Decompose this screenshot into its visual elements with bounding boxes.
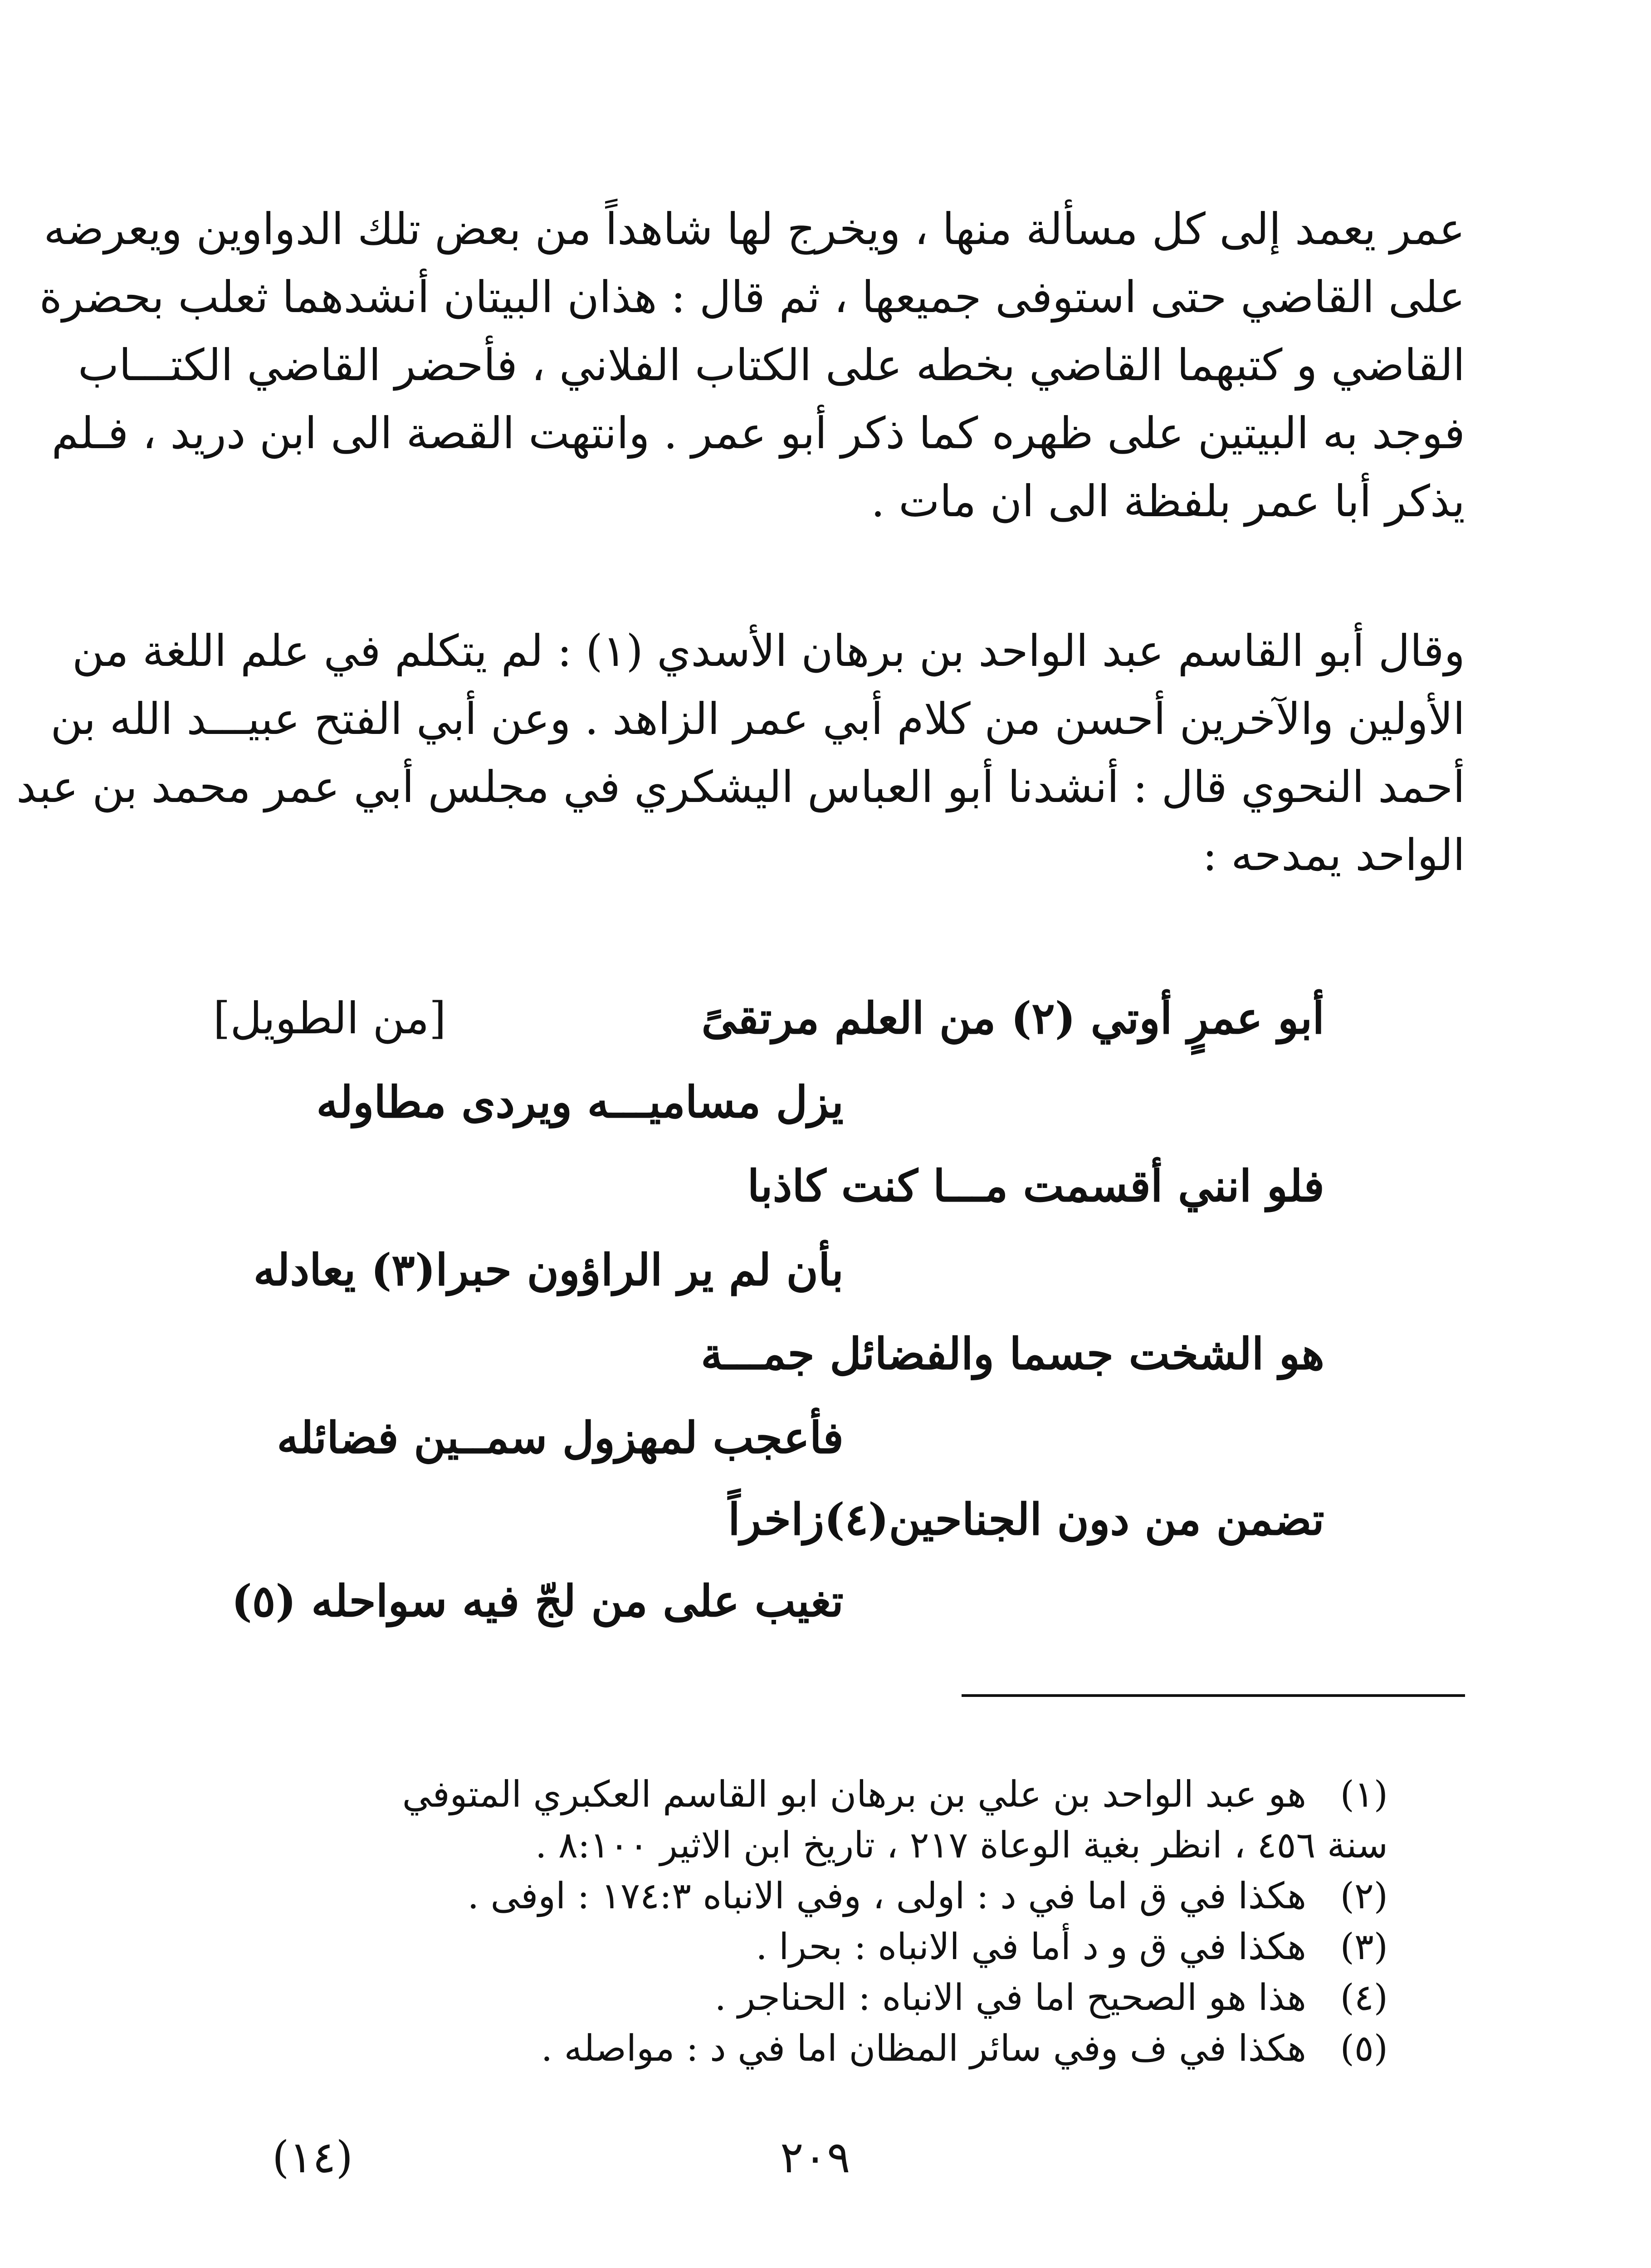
footnote-continuation: سنة ٤٥٦ ، انظر بغية الوعاة ٢١٧ ، تاريخ ابن الاثير ٨:١٠٠ . (535, 1824, 1388, 1866)
paragraph-line: القاضي و كتبهما القاضي بخطه على الكتاب الفلاني ، فأحضر القاضي الكتـــاب (78, 340, 1465, 391)
paragraph-1 (39, 195, 1465, 535)
footnote-text: هذا هو الصحيح اما في الانباه : الحناجر . (714, 1976, 1306, 2019)
poem-verse: أبو عمرٍ أوتي (٢) من العلم مرتقىً (701, 992, 1324, 1044)
poem-verse: يزل مساميـــه ويردى مطاوله (316, 1076, 844, 1128)
footnote (200, 1871, 1388, 1921)
poem-verse: تغيب على من لجّ فيه سواحله (٥) (231, 1575, 844, 1627)
page-number: ٢٠٩ (780, 2132, 850, 2183)
poem-verse: فلو انني أقسمت مـــا كنت كاذبا (747, 1160, 1324, 1212)
footnote (200, 2023, 1388, 2074)
footnote-text: هو عبد الواحد بن علي بن برهان ابو القاسم العكبري المتوفي (402, 1773, 1306, 1815)
paragraph-line: فوجد به البيتين على ظهره كما ذكر أبو عمر . وانتهت القصة الى ابن دريد ، فـلم (51, 408, 1465, 459)
paragraph-line: وقال أبو القاسم عبد الواحد بن برهان الأسدي (١) : لم يتكلم في علم اللغة من (72, 626, 1465, 676)
paragraph-line: الواحد يمدحه : (1202, 830, 1465, 880)
paragraph-2 (16, 617, 1465, 889)
footnote-text: هكذا في ق اما في د : اولى ، وفي الانباه ١٧٤:٣ : اوفى . (467, 1875, 1306, 1917)
poem-verse: تضمن من دون الجناحين(٤)زاخراً (728, 1494, 1324, 1545)
footnote (200, 1921, 1388, 1972)
footnote-number: (١) (1340, 1773, 1388, 1815)
footnote-text: هكذا في ف وفي سائر المظان اما في د : مواصله . (541, 2027, 1306, 2069)
footnote-separator (962, 1694, 1465, 1697)
poem-verse: هو الشخت جسما والفضائل جمـــة (701, 1328, 1324, 1379)
footnote-number: (٣) (1340, 1926, 1388, 1968)
footnote (200, 1972, 1388, 2023)
poem-verse: فأعجب لمهزول سمــين فضائله (277, 1412, 844, 1463)
footnote-text: هكذا في ق و د أما في الانباه : بحرا . (756, 1926, 1306, 1968)
footnote-number: (٤) (1340, 1976, 1388, 2019)
signature-mark: (١٤) (272, 2132, 353, 2183)
paragraph-line: يذكر أبا عمر بلفظة الى ان مات . (871, 476, 1465, 527)
paragraph-line: عمر يعمد إلى كل مسألة منها ، ويخرج لها شاهداً من بعض تلك الدواوين ويعرضه (44, 204, 1465, 254)
paragraph-line: أحمد النحوي قال : أنشدنا أبو العباس اليشكري في مجلس أبي عمر محمد بن عبد (16, 762, 1465, 812)
paragraph-line: على القاضي حتى استوفى جميعها ، ثم قال : هذان البيتان أنشدهما ثعلب بحضرة (39, 272, 1465, 323)
paragraph-line: الأولين والآخرين أحسن من كلام أبي عمر الزاهد . وعن أبي الفتح عبيـــد الله بن (50, 694, 1465, 744)
footnote-number: (٥) (1340, 2027, 1388, 2069)
footnotes (200, 1769, 1388, 2074)
footnote-number: (٢) (1340, 1875, 1388, 1917)
footnote (200, 1769, 1388, 1820)
poem-verse: بأن لم ير الراؤون حبرا(٣) يعادله (253, 1244, 844, 1295)
poem-meter-label: [من الطويل] (213, 993, 446, 1044)
